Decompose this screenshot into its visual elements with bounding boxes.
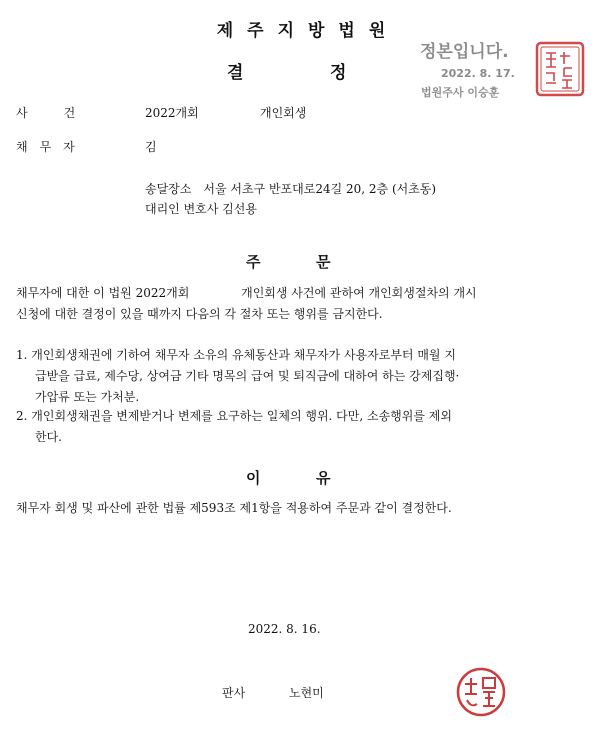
service-address: 송달장소 서울 서초구 반포대로24길 20, 2층 (서초동) [145, 182, 437, 196]
order-item-2-line: 2. 개인회생채권을 변제받거나 변제를 요구하는 일체의 행위. 다만, 소송행위를 제외 [16, 409, 452, 423]
certified-copy-stamp-title: 정본입니다. [420, 42, 509, 62]
order-item-2-line: 한다. [35, 430, 62, 444]
reason-heading-second-char: 유 [316, 469, 331, 487]
case-number: 2022개회 [145, 106, 199, 120]
order-intro-line: 채무자에 대한 이 법원 2022개회 개인회생 사건에 관하여 개인회생절차의 개시 [16, 286, 477, 300]
judge-label: 판사 [222, 686, 246, 700]
debtor-name: 김 [145, 140, 157, 154]
court-seal-icon [534, 40, 586, 98]
order-heading-second-char: 문 [316, 253, 331, 271]
judge-name: 노현미 [289, 686, 324, 700]
certified-copy-stamp-date: 2022. 8. 17. [441, 67, 515, 80]
order-item-1-line: 급받을 급료, 제수당, 상여금 기타 명목의 급여 및 퇴직금에 대하여 하는 강제집행· [35, 369, 460, 383]
reason-heading-first-char: 이 [246, 469, 261, 487]
certified-copy-stamp-clerk: 법원주사 이승훈 [421, 86, 500, 99]
reason-text: 채무자 회생 및 파산에 관한 법률 제593조 제1항을 적용하여 주문과 같이 결정한다. [16, 501, 452, 515]
debtor-label: 채 무 자 [16, 140, 75, 154]
order-item-1-line: 가압류 또는 가처분. [35, 390, 140, 404]
document-type-second-char: 정 [330, 63, 347, 83]
court-name: 제주지방법원 [216, 21, 400, 41]
case-label: 사 건 [16, 106, 76, 120]
order-item-1-line: 1. 개인회생채권에 기하여 채무자 소유의 유체동산과 채무자가 사용자로부터 매월 지 [16, 348, 456, 362]
decision-date: 2022. 8. 16. [248, 622, 321, 636]
judge-seal-icon [455, 666, 507, 718]
case-name: 개인회생 [260, 106, 307, 120]
order-intro-line: 신청에 대한 결정이 있을 때까지 다음의 각 절차 또는 행위를 금지한다. [16, 307, 383, 321]
legal-representative: 대리인 변호사 김선용 [145, 202, 257, 216]
document-type-first-char: 결 [227, 63, 244, 83]
order-heading-first-char: 주 [246, 253, 261, 271]
